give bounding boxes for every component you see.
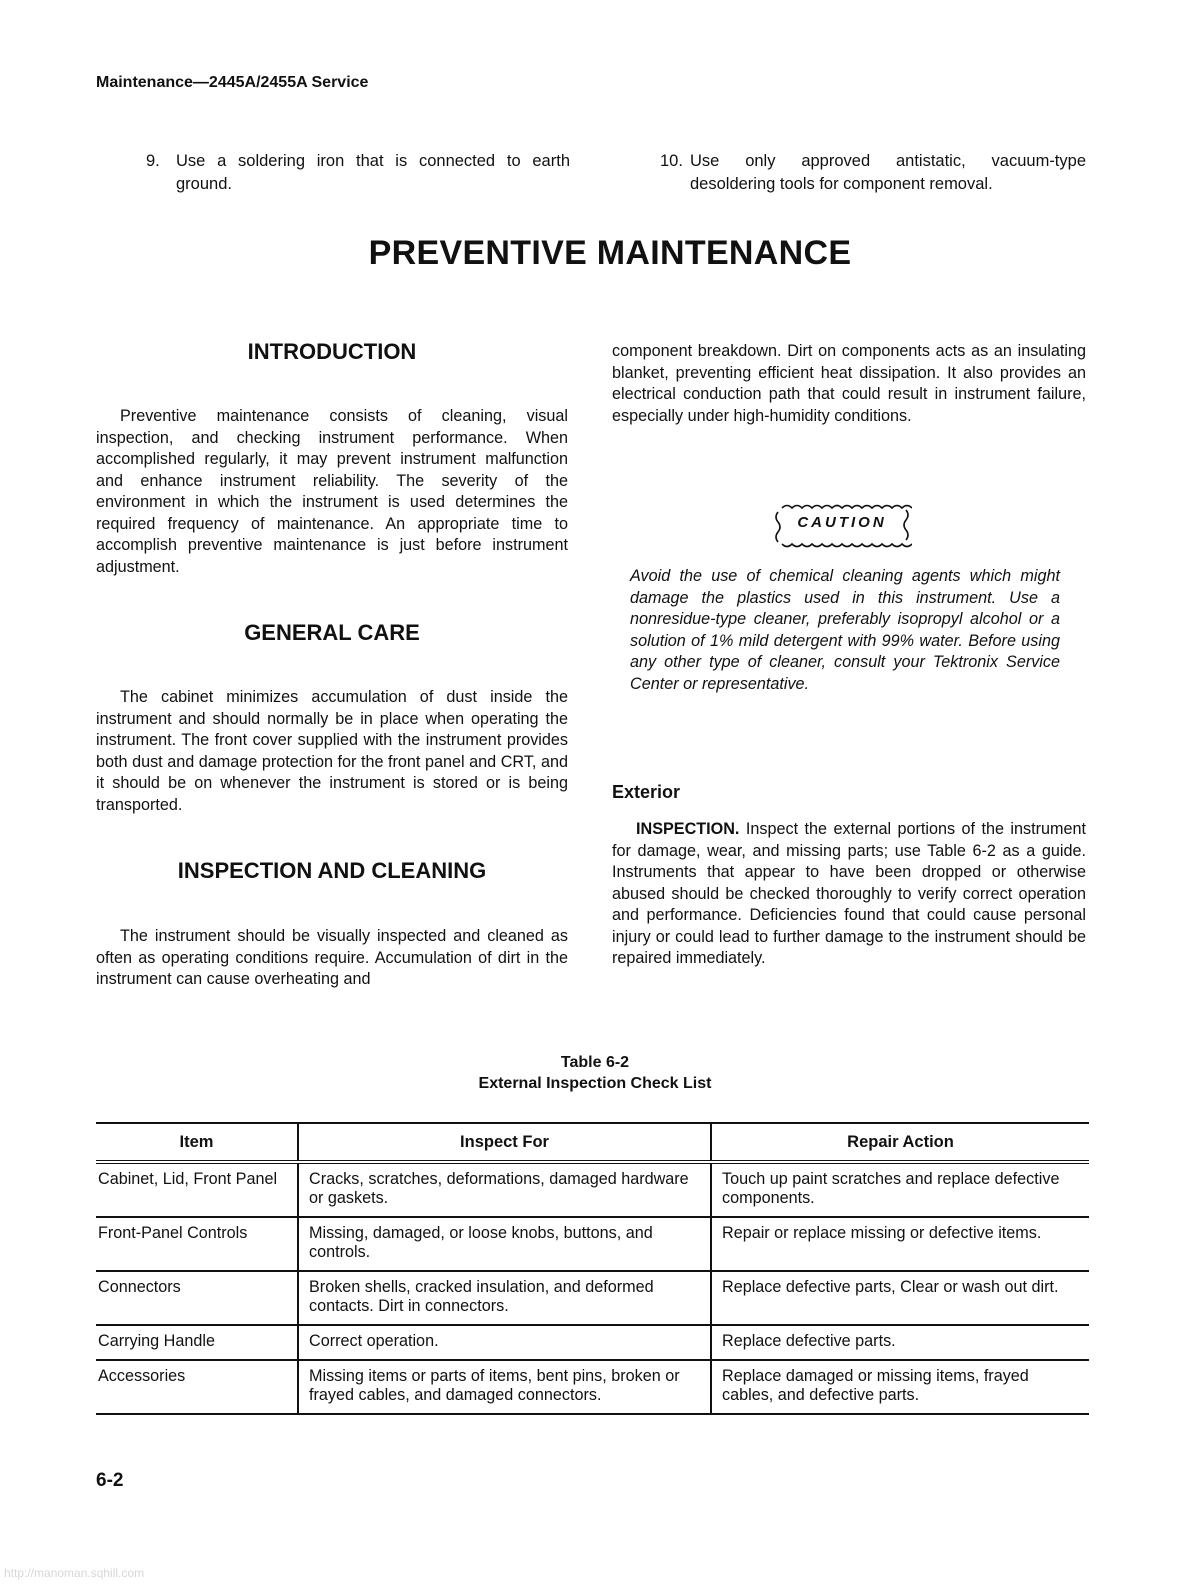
watermark: http://manoman.sqhill.com xyxy=(4,1566,145,1580)
table-row xyxy=(96,1162,1089,1217)
table-number: Table 6-2 xyxy=(560,1054,630,1071)
table-cell: Replace damaged or missing items, frayed cables, and defective parts. xyxy=(711,1360,1089,1414)
step-9 xyxy=(146,150,570,196)
inspection-cleaning-continued: component breakdown. Dirt on components acts as an insulating blanket, preventing efficient heat dissipation. It also provides an electrical conduction path that could result in instrument failure, especially under high-humidity conditions. xyxy=(612,342,1086,425)
exterior-heading: Exterior xyxy=(612,782,681,802)
table-cell: Connectors xyxy=(96,1271,298,1325)
table-cell: Correct operation. xyxy=(298,1325,711,1360)
table-cell: Touch up paint scratches and replace defective components. xyxy=(711,1162,1089,1217)
introduction-text: Preventive maintenance consists of cleaning, visual inspection, and checking instrument performance. When accomplished regularly, it may prevent instrument malfunction and enhance instrument reliability. The severity of the environment in which the instrument is used determines the required frequency of maintenance. An appropriate time to accomplish preventive maintenance is just before instrument adjustment. xyxy=(96,407,568,576)
exterior-text xyxy=(612,819,1086,970)
page-number: 6-2 xyxy=(96,1470,124,1491)
table-row xyxy=(96,1217,1089,1271)
general-care-heading: GENERAL CARE xyxy=(244,620,420,645)
inspection-cleaning-heading: INSPECTION AND CLEANING xyxy=(177,858,487,883)
caution-label: CAUTION xyxy=(797,514,887,531)
caution-text: Avoid the use of chemical cleaning agents which might damage the plastics used in this instrument. Use a nonresidue-type cleaner, preferably isopropyl alcohol or a solution of 1% mild detergent with 99% water. Before using any other type of cleaner, consult your Tektronix Service Center or representative. xyxy=(630,567,1060,693)
step-number: 10. xyxy=(660,152,683,170)
step-text: Use only approved antistatic, vacuum-type desoldering tools for component removal. xyxy=(690,152,1086,193)
running-header: Maintenance—2445A/2455A Service xyxy=(96,74,369,91)
inspection-table xyxy=(96,1122,1089,1415)
table-cell: Broken shells, cracked insulation, and deformed contacts. Dirt in connectors. xyxy=(298,1271,711,1325)
general-care-text: The cabinet minimizes accumulation of dust inside the instrument and should normally be in place when operating the instrument. The front cover supplied with the instrument provides both dust and damage protection for the front panel and CRT, and it should be on whenever the instrument is stored or is being transported. xyxy=(96,688,568,814)
caution-label-box xyxy=(772,500,912,552)
table-cell: Missing, damaged, or loose knobs, buttons, and controls. xyxy=(298,1217,711,1271)
table-cell: Replace defective parts, Clear or wash out dirt. xyxy=(711,1271,1089,1325)
inspection-cleaning-text: The instrument should be visually inspected and cleaned as often as operating conditions require. Accumulation of dirt in the instrument can cause overheating and xyxy=(96,927,568,988)
table-cell: Replace defective parts. xyxy=(711,1325,1089,1360)
page-title: PREVENTIVE MAINTENANCE xyxy=(368,234,852,272)
table-cell: Cabinet, Lid, Front Panel xyxy=(96,1162,298,1217)
table-caption: External Inspection Check List xyxy=(478,1075,712,1092)
table-cell: Accessories xyxy=(96,1360,298,1414)
exterior-body: Inspect the external portions of the instrument for damage, wear, and missing parts; use Table 6-2 as a guide. Instruments that appear to have been dropped or otherwise abused should be checked thoroughly to verify correct operation and performance. Deficiencies found that could cause personal injury or could lead to further damage to the instrument should be repaired immediately. xyxy=(612,820,1086,967)
column-header-item: Item xyxy=(96,1123,298,1162)
step-text: Use a soldering iron that is connected to earth ground. xyxy=(176,152,570,193)
step-10 xyxy=(660,150,1086,196)
inspection-lead: INSPECTION. xyxy=(636,820,740,838)
table-header-row xyxy=(96,1123,1089,1162)
table-cell: Cracks, scratches, deformations, damaged hardware or gaskets. xyxy=(298,1162,711,1217)
table-cell: Front-Panel Controls xyxy=(96,1217,298,1271)
introduction-heading: INTRODUCTION xyxy=(247,339,417,364)
table-title xyxy=(0,1052,1190,1094)
table-cell: Missing items or parts of items, bent pins, broken or frayed cables, and damaged connectors. xyxy=(298,1360,711,1414)
table-row xyxy=(96,1360,1089,1414)
table-row xyxy=(96,1325,1089,1360)
column-header-inspect-for: Inspect For xyxy=(298,1123,711,1162)
column-header-repair-action: Repair Action xyxy=(711,1123,1089,1162)
step-number: 9. xyxy=(146,152,160,170)
table-cell: Repair or replace missing or defective items. xyxy=(711,1217,1089,1271)
table-row xyxy=(96,1271,1089,1325)
table-cell: Carrying Handle xyxy=(96,1325,298,1360)
